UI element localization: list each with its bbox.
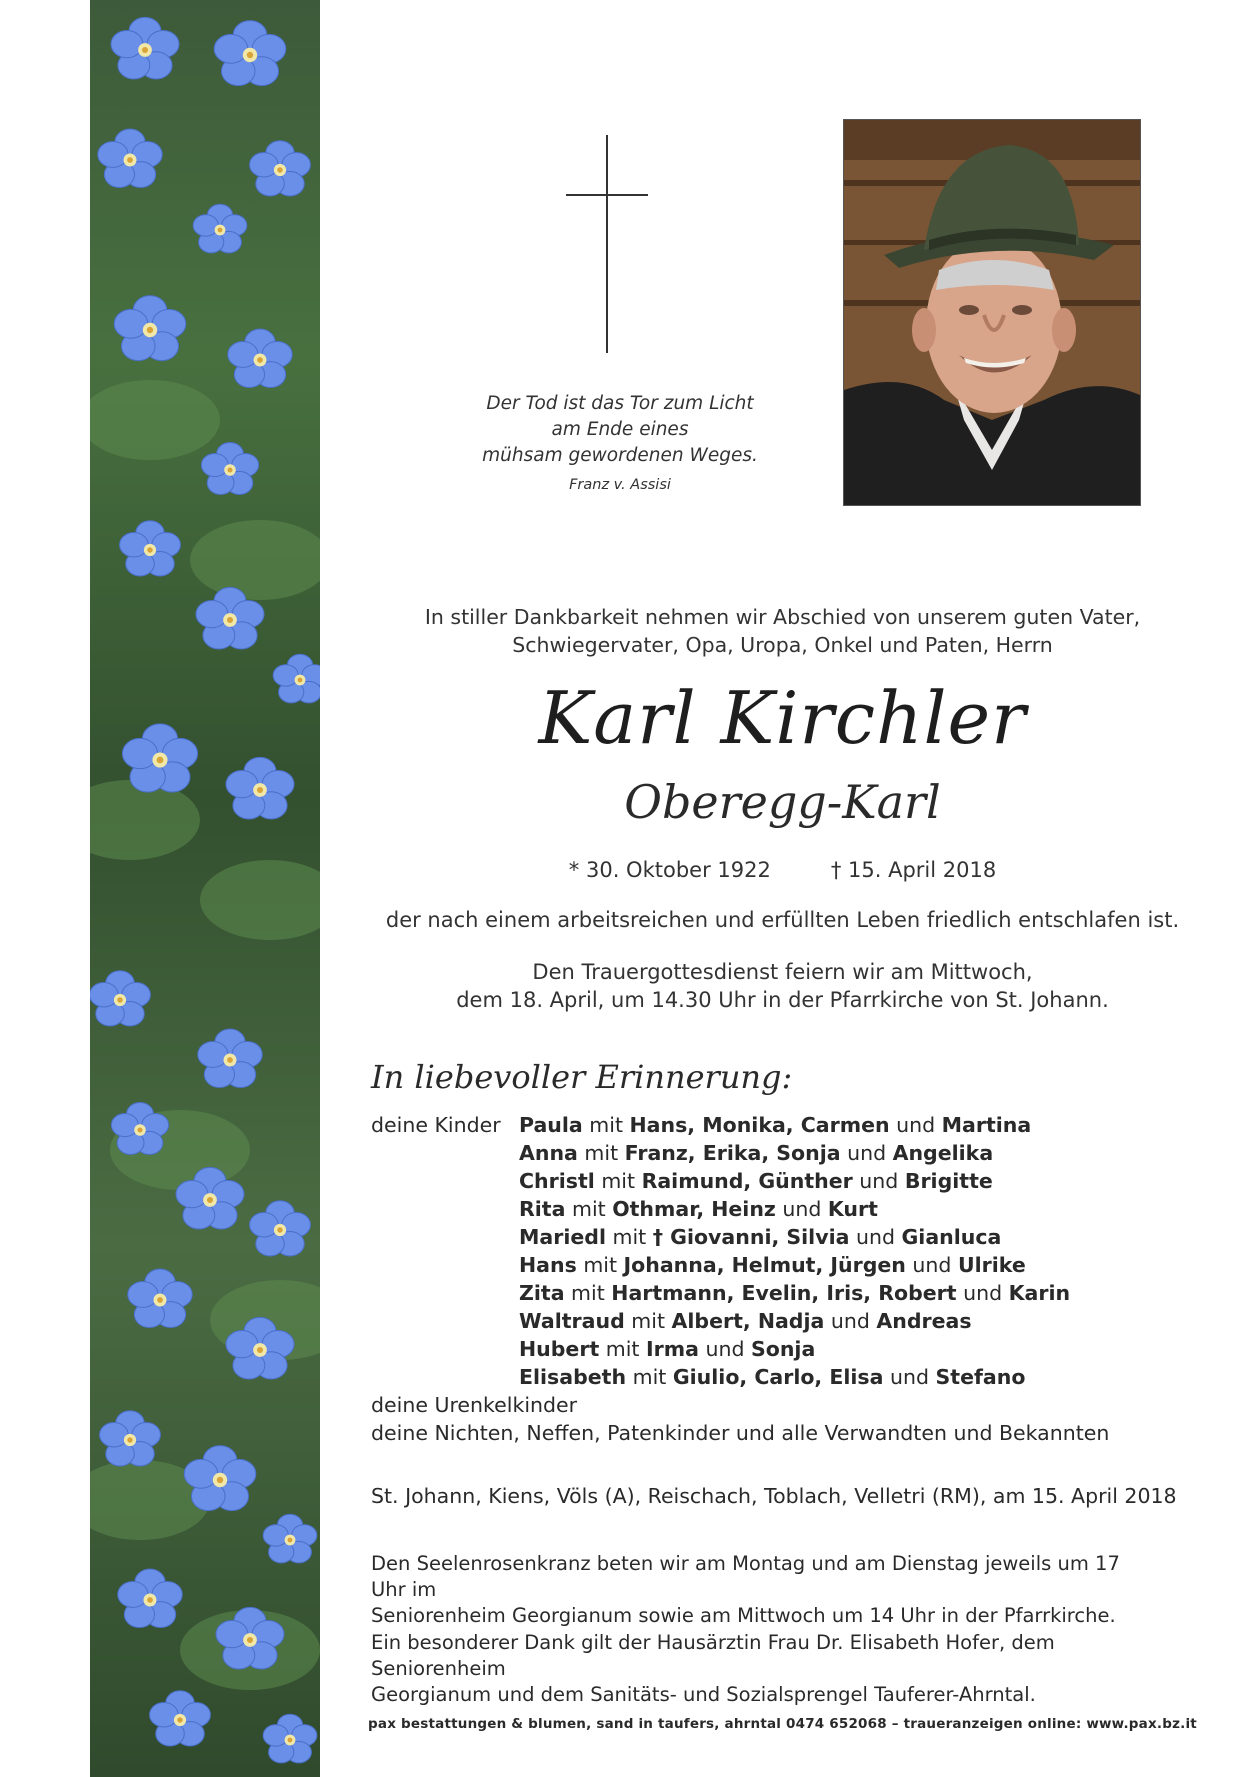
connector-text: und bbox=[852, 1169, 905, 1193]
thanks-text bbox=[371, 1630, 1151, 1708]
child-row bbox=[519, 1279, 1070, 1307]
family-name: Martina bbox=[941, 1113, 1032, 1137]
family-name: Irma bbox=[646, 1337, 699, 1361]
connector-text: mit bbox=[565, 1197, 613, 1221]
great-grandchildren: deine Urenkelkinder bbox=[371, 1393, 578, 1417]
places-date: St. Johann, Kiens, Völs (A), Reischach, Toblach, Velletri (RM), am 15. April 2018 bbox=[371, 1484, 1177, 1508]
family-name: Albert, Nadja bbox=[671, 1309, 825, 1333]
connector-text: und bbox=[956, 1281, 1009, 1305]
connector-text: und bbox=[824, 1309, 877, 1333]
child-row bbox=[519, 1363, 1070, 1391]
child-row bbox=[519, 1139, 1070, 1167]
deceased-nickname: Oberegg-Karl bbox=[624, 775, 941, 829]
connector-text: mit bbox=[624, 1309, 672, 1333]
family-name: Stefano bbox=[935, 1365, 1026, 1389]
family-name: Waltraud bbox=[519, 1309, 625, 1333]
family-name: Christl bbox=[519, 1169, 595, 1193]
family-name: Elisabeth bbox=[519, 1365, 627, 1389]
connector-text: mit bbox=[594, 1169, 642, 1193]
family-name: Othmar, Heinz bbox=[612, 1197, 776, 1221]
family-name: Giulio, Carlo, Elisa bbox=[672, 1365, 884, 1389]
family-name: Anna bbox=[519, 1141, 578, 1165]
children-label: deine Kinder bbox=[371, 1113, 501, 1137]
family-name: Raimund, Günther bbox=[641, 1169, 853, 1193]
family-name: Hubert bbox=[519, 1337, 600, 1361]
service-line: Den Trauergottesdienst feiern wir am Mittwoch, bbox=[532, 960, 1033, 984]
family-name: Rita bbox=[519, 1197, 566, 1221]
connector-text: und bbox=[849, 1225, 902, 1249]
memory-heading: In liebevoller Erinnerung: bbox=[371, 1058, 793, 1096]
connector-text: mit bbox=[577, 1141, 625, 1165]
family-name: Kurt bbox=[827, 1197, 878, 1221]
family-name: Karin bbox=[1008, 1281, 1071, 1305]
forget-me-not-image bbox=[90, 0, 320, 1777]
family-name: Andreas bbox=[876, 1309, 972, 1333]
birth-date: * 30. Oktober 1922 bbox=[568, 858, 771, 882]
intro-line: In stiller Dankbarkeit nehmen wir Abschied von unserem guten Vater, bbox=[424, 605, 1141, 629]
connector-text: und bbox=[889, 1113, 942, 1137]
family-name: † Giovanni, Silvia bbox=[652, 1225, 850, 1249]
connector-text: mit bbox=[564, 1281, 612, 1305]
connector-text: mit bbox=[626, 1365, 673, 1389]
connector-text: mit bbox=[582, 1113, 630, 1137]
intro-text bbox=[355, 603, 1210, 659]
quote-line: am Ende eines bbox=[551, 419, 689, 440]
children-rows bbox=[519, 1111, 1070, 1391]
quote-author: Franz v. Assisi bbox=[569, 477, 671, 493]
rosary-line: Den Seelenrosenkranz beten wir am Montag und am Dienstag jeweils um 17 Uhr im bbox=[371, 1552, 1120, 1601]
family-name: Franz, Erika, Sonja bbox=[624, 1141, 841, 1165]
child-row bbox=[519, 1251, 1070, 1279]
connector-text: mit bbox=[605, 1225, 653, 1249]
quote-line: mühsam gewordenen Weges. bbox=[482, 445, 758, 466]
portrait-photo bbox=[843, 119, 1141, 506]
family-name: Hans, Monika, Carmen bbox=[629, 1113, 890, 1137]
family-name: Sonja bbox=[750, 1337, 816, 1361]
child-row bbox=[519, 1111, 1070, 1139]
death-date: † 15. April 2018 bbox=[830, 858, 997, 882]
relatives: deine Nichten, Neffen, Patenkinder und alle Verwandten und Bekannten bbox=[371, 1421, 1110, 1445]
intro-line: Schwiegervater, Opa, Uropa, Onkel und Paten, Herrn bbox=[512, 633, 1053, 657]
child-row bbox=[519, 1223, 1070, 1251]
connector-text: und bbox=[698, 1337, 751, 1361]
connector-text: mit bbox=[576, 1253, 624, 1277]
service-line: dem 18. April, um 14.30 Uhr in der Pfarrkirche von St. Johann. bbox=[456, 988, 1109, 1012]
family-name: Angelika bbox=[892, 1141, 994, 1165]
connector-text: und bbox=[775, 1197, 828, 1221]
family-name: Mariedl bbox=[519, 1225, 606, 1249]
connector-text: mit bbox=[599, 1337, 646, 1361]
family-name: Hartmann, Evelin, Iris, Robert bbox=[611, 1281, 957, 1305]
family-name: Ulrike bbox=[957, 1253, 1026, 1277]
family-name: Hans bbox=[519, 1253, 577, 1277]
family-name: Zita bbox=[519, 1281, 565, 1305]
footer-contact: pax bestattungen & blumen, sand in taufers, ahrntal 0474 652068 – traueranzeigen online: www.pax.bz.it bbox=[368, 1716, 1197, 1732]
thanks-line: Ein besonderer Dank gilt der Hausärztin Frau Dr. Elisabeth Hofer, dem Seniorenheim bbox=[371, 1631, 1055, 1680]
thanks-line: Georgianum und dem Sanitäts- und Sozialsprengel Tauferer-Ahrntal. bbox=[371, 1683, 1036, 1706]
family-name: Johanna, Helmut, Jürgen bbox=[623, 1253, 906, 1277]
family-name: Brigitte bbox=[904, 1169, 993, 1193]
family-name: Paula bbox=[519, 1113, 583, 1137]
family-name: Gianluca bbox=[901, 1225, 1002, 1249]
connector-text: und bbox=[883, 1365, 936, 1389]
child-row bbox=[519, 1167, 1070, 1195]
child-row bbox=[519, 1195, 1070, 1223]
connector-text: und bbox=[905, 1253, 958, 1277]
deceased-name: Karl Kirchler bbox=[538, 676, 1027, 760]
quote bbox=[420, 391, 820, 469]
cross-icon bbox=[566, 135, 648, 353]
rosary-line: Seniorenheim Georgianum sowie am Mittwoch um 14 Uhr in der Pfarrkirche. bbox=[371, 1604, 1116, 1627]
life-text: der nach einem arbeitsreichen und erfüllten Leben friedlich entschlafen ist. bbox=[385, 908, 1180, 932]
quote-line: Der Tod ist das Tor zum Licht bbox=[486, 393, 754, 414]
child-row bbox=[519, 1335, 1070, 1363]
child-row bbox=[519, 1307, 1070, 1335]
flower-illustration bbox=[90, 0, 320, 1777]
connector-text: und bbox=[840, 1141, 893, 1165]
life-dates bbox=[355, 856, 1210, 884]
funeral-service bbox=[355, 958, 1210, 1014]
rosary-text bbox=[371, 1551, 1151, 1629]
